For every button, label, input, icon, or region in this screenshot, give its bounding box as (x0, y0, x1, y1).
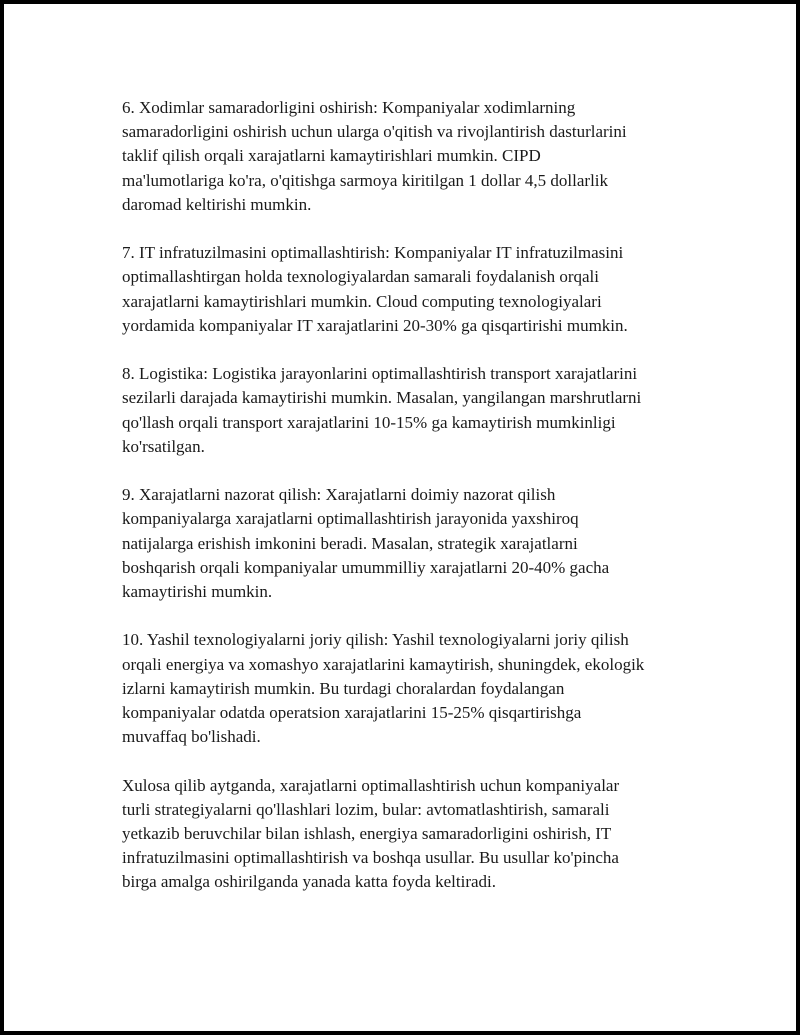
document-body (122, 96, 702, 919)
paragraph-it-infrastructure: 7. IT infratuzilmasini optimallashtirish: Kompaniyalar IT infratuzilmasini optimallashtirgan holda texnologiyalardan samarali foydalanish orqali xarajatlarni kamaytirishlari mumkin. Cloud computing texnologiyalari yordamida kompaniyalar IT xarajatlarini 20-30% ga qisqartirishi mumkin. (122, 243, 628, 335)
paragraph-logistics: 8. Logistika: Logistika jarayonlarini optimallashtirish transport xarajatlarini sezilarli darajada kamaytirishi mumkin. Masalan, yangilangan marshrutlarni qo'llash orqali transport xarajatlarini 10-15% ga kamaytirish mumkinligi ko'rsatilgan. (122, 364, 642, 456)
paragraph-green-technology: 10. Yashil texnologiyalarni joriy qilish: Yashil texnologiyalarni joriy qilish orqali energiya va xomashyo xarajatlarini kamaytirish, shuningdek, ekologik izlarni kamaytirish mumkin. Bu turdagi choralardan foydalangan kompaniyalar odatda operatsion xarajatlarini 15-25% qisqartirishga muvaffaq bo'lishadi. (122, 630, 645, 747)
paragraph-conclusion: Xulosa qilib aytganda, xarajatlarni optimallashtirish uchun kompaniyalar turli strategiyalarni qo'llashlari lozim, bular: avtomatlashtirish, samarali yetkazib beruvchilar bilan ishlash, energiya samaradorligini oshirish, IT infratuzilmasini optimallashtirish va boshqa usullar. Bu usullar ko'pincha birga amalga oshirilganda yanada katta foyda keltiradi. (122, 775, 620, 892)
paragraph-cost-control: 9. Xarajatlarni nazorat qilish: Xarajatlarni doimiy nazorat qilish kompaniyalarga xarajatlarni optimallashtirish jarayonida yaxshiroq natijalarga erishish imkonini beradi. Masalan, strategik xarajatlarni boshqarish orqali kompaniyalar umummilliy xarajatlarni 20-40% gacha kamaytirishi mumkin. (122, 485, 610, 602)
paragraph-employee-productivity: 6. Xodimlar samaradorligini oshirish: Kompaniyalar xodimlarning samaradorligini oshirish uchun ularga o'qitish va rivojlantirish dasturlarini taklif qilish orqali xarajatlarni kamaytirishlari mumkin. CIPD ma'lumotlariga ko'ra, o'qitishga sarmoya kiritilgan 1 dollar 4,5 dollarlik daromad keltirishi mumkin. (122, 98, 627, 214)
